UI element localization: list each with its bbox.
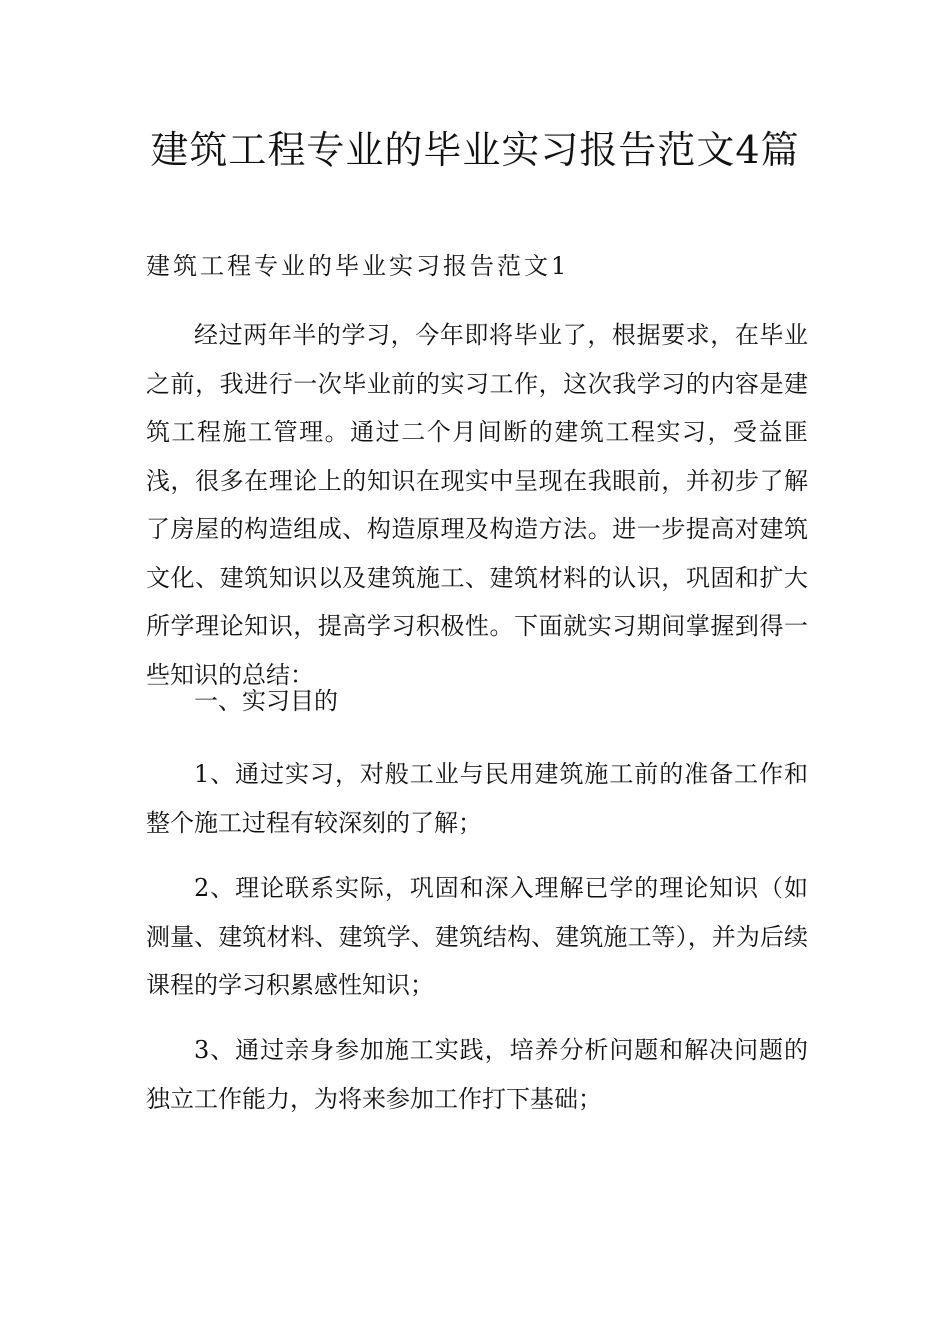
list-item: 3、通过亲身参加施工实践，培养分析问题和解决问题的独立工作能力，为将来参加工作打下基础； (146, 1036, 808, 1113)
list-item: 1、通过实习，对般工业与民用建筑施工前的准备工作和整个施工过程有较深刻的了解； (146, 760, 808, 837)
document-title: 建筑工程专业的毕业实习报告范文4篇 (150, 128, 800, 172)
list-item: 2、理论联系实际，巩固和深入理解已学的理论知识（如测量、建筑材料、建筑学、建筑结构、建筑施工等），并为后续课程的学习积累感性知识； (146, 874, 808, 999)
section-title: 建筑工程专业的毕业实习报告范文1 (146, 252, 570, 280)
section-heading-purpose: 一、实习目的 (194, 687, 338, 715)
intro-paragraph: 经过两年半的学习，今年即将毕业了，根据要求，在毕业之前，我进行一次毕业前的实习工作，这次我学习的内容是建筑工程施工管理。通过二个月间断的建筑工程实习，受益匪浅，很多在理论上的知识在现实中呈现在我眼前，并初步了解了房屋的构造组成、构造原理及构造方法。进一步提高对建筑文化、建筑知识以及建筑施工、建筑材料的认识，巩固和扩大所学理论知识，提高学习积极性。下面就实习期间掌握到得一些知识的总结： (146, 321, 808, 689)
